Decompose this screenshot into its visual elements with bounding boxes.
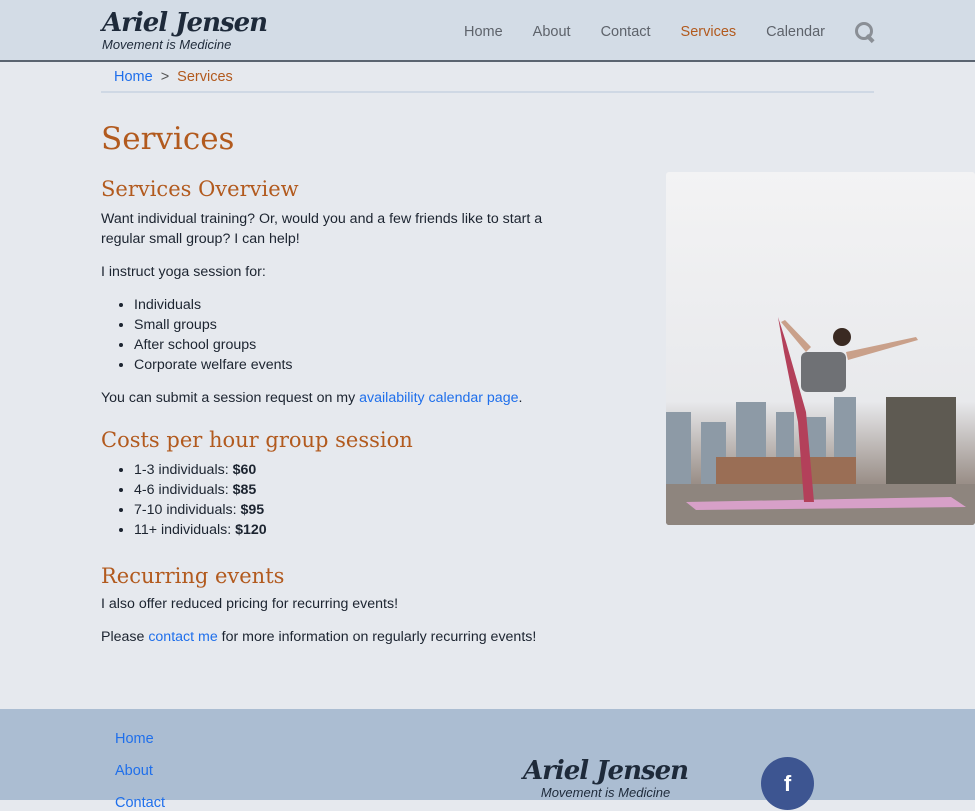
text: . [518, 390, 523, 406]
contact-text [101, 627, 546, 647]
breadcrumb-home[interactable]: Home [114, 69, 153, 85]
footer-tagline: Movement is Medicine [540, 785, 671, 800]
list-item: • 11+ individuals: $120 [134, 520, 546, 540]
contact-me-link[interactable]: contact me [148, 629, 218, 645]
footer-link-home[interactable]: Home [115, 731, 154, 747]
availability-calendar-link[interactable]: availability calendar page [359, 390, 519, 406]
overview-intro: Want individual training? Or, would you and a few friends like to start a regular small group? I can help! [101, 211, 543, 247]
page-title: Services [101, 121, 235, 157]
logo-name: Ariel Jensen [102, 8, 268, 38]
yoga-photo-illustration [666, 172, 975, 525]
text: for more information on regularly recurring events! [217, 629, 537, 645]
footer-logo-name: Ariel Jensen [523, 756, 689, 786]
services-text [101, 177, 546, 647]
overview-heading: Services Overview [101, 177, 299, 201]
main-nav [464, 22, 875, 42]
list-item: • 7-10 individuals: $95 [134, 500, 546, 520]
breadcrumb-current: Services [177, 69, 233, 85]
session-request-text [101, 388, 546, 408]
list-item: • After school groups [134, 335, 546, 355]
recurring-text: I also offer reduced pricing for recurring events! [101, 596, 399, 612]
logo-tagline: Movement is Medicine [102, 37, 232, 52]
text: Please [101, 629, 149, 645]
overview-instruct: I instruct yoga session for: [101, 264, 266, 280]
list-item: • Corporate welfare events [134, 355, 546, 375]
site-header [0, 0, 975, 62]
site-logo[interactable] [102, 8, 267, 52]
main-content [0, 121, 975, 647]
yoga-photo [666, 172, 975, 525]
audience-list [134, 295, 546, 375]
text: You can submit a session request on my [101, 390, 360, 406]
site-footer [0, 709, 975, 811]
search-icon[interactable] [855, 22, 875, 42]
list-item: • Individuals [134, 295, 546, 315]
recurring-heading: Recurring events [101, 564, 285, 588]
facebook-icon[interactable]: f [761, 757, 814, 810]
list-item: • 1-3 individuals: $60 [134, 460, 546, 480]
breadcrumb [101, 62, 874, 93]
footer-link-about[interactable]: About [115, 763, 153, 779]
footer-links [115, 731, 165, 811]
costs-list [134, 460, 546, 540]
costs-heading: Costs per hour group session [101, 428, 413, 452]
nav-about[interactable]: About [532, 24, 571, 40]
nav-contact[interactable]: Contact [600, 24, 651, 40]
list-item: • Small groups [134, 315, 546, 335]
nav-services[interactable]: Services [680, 24, 737, 40]
list-item: • 4-6 individuals: $85 [134, 480, 546, 500]
nav-calendar[interactable]: Calendar [766, 24, 825, 40]
footer-link-contact[interactable]: Contact [115, 795, 165, 811]
footer-logo [523, 756, 688, 800]
nav-home[interactable]: Home [463, 24, 503, 40]
breadcrumb-separator: > [160, 69, 170, 85]
